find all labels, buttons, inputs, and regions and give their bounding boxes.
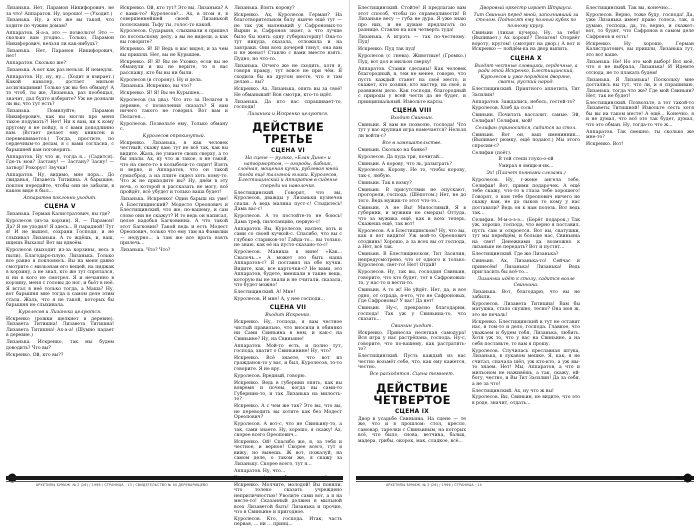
dialogue-paragraph: Искренко. Ах, Лизанька, опять вы за своё! Не обманывай! Вон смотри, кто-то идёт. — [234, 87, 342, 98]
scene-heading: СЦЕНА VIII — [392, 108, 432, 115]
dialogue-paragraph: Искренко. Всё знаете, что вот из гражданок-то у вас, и был, Куролесов, то-то говорите. Я не вру. — [234, 355, 342, 372]
left-page-footer — [6, 468, 343, 487]
dialogue-paragraph: Лизанька. Ну, а кто же вы такой, что ходите по чужим домам? — [6, 18, 114, 29]
dialogue-paragraph: Лизанька. Нет, Парамон Никифорович, нет! — [6, 48, 114, 60]
stage-direction: Входит Свиньин. — [390, 116, 434, 122]
dialogue-paragraph: Куролесов. Вы, Свиньин, не видите, что это в роде, значит, отдать... — [472, 395, 580, 406]
dialogue-paragraph: Лизанька. Взять корову? — [234, 6, 295, 11]
dialogue-paragraph: Свиньин. Так в вэзку? — [358, 180, 412, 186]
dialogue-paragraph: Блестищинский. Приятного аппетита, Тит Засилин! — [472, 87, 580, 98]
dialogue-paragraph: Двор в усадьбе Свиньина. На сцене — те же, что и в прошлом: стол, кресло, самовар, тарелки с Свиньиным, на которых всё, что было, снова, ветчина, балык, мадера, грибы, окорок, мак, сладкое, всё... — [358, 416, 466, 444]
dialogue-paragraph: Куролесов. Кто, господа. Итак, часть первая, ... ни ... принц... — [234, 516, 342, 528]
dialogue-paragraph: Искренко. Ну хорошо, Герман Калистратович, вы пришли, Лизанька тут, это вот ваше. — [586, 41, 694, 58]
dialogue-paragraph: Искренко. Ах, Куролесов Герман? На благотворительном балу нынче ещё тут — не так уж маленький у Сафроновых-то Вырин и, Сафронов знает, а что лучше было бы взять одну губернаторшу! Она-то тут никуда, сказала, отложила и на завтраки. Они всех дочерей тянут, она вам и не женат! Ставлю с вами вместе взять. Пудно, но что-то. — [234, 12, 342, 62]
song-line: Умирал я ямщи-и-ик... — [498, 164, 554, 170]
dialogue-paragraph: Аппаратов. Сколько же? — [6, 61, 66, 67]
left-page-column-1 — [6, 6, 114, 468]
footer-running-text: АРХЕТИПЫ БУМАЖ. № 2 (26) / 1996 / СТРАНИЦА · 14 — [386, 483, 482, 487]
stage-direction: Аппаратов поклонно уходит. — [23, 195, 97, 201]
dialogue-paragraph: Лизанька. А игрэть — так по-честному. Пуд! — [358, 34, 466, 46]
stage-direction: Входит Искренко. — [265, 313, 311, 319]
stage-direction: Лизанька и Искренко целуются. — [247, 111, 329, 117]
stage-direction: Все в замешательстве. — [382, 140, 442, 146]
dialogue-paragraph: Искренко. Ведь в губернии опять, как вы вовремя и почем, когда вы сами-то Губернию-то, и так Лизанька на милость-то? — [234, 380, 342, 403]
dialogue-paragraph: Свиньин. Ну-с, прекрасно благодарим, господа! Так уж у Свиньина-то, что сказать... — [358, 306, 466, 323]
left-page-column-2 — [120, 6, 228, 468]
dialogue-paragraph: Лизанька. Искренко, так мы будем доводить? Что вы? — [6, 340, 114, 351]
dialogue-paragraph: Аппаратов. Ну, что... — [234, 468, 286, 474]
dialogue-paragraph: Куролесов. А в Блестищинском? Ну, что вы, как я вот видите! Уж мой-то Ореопович отодвинь! Хорошо, а за всех вы от господа, а Нет, всё так. — [358, 228, 466, 251]
dialogue-paragraph: Куролесов (за два). Что это за Пелагея в деревне, с позволения сказать? Я вам ничего такого не говорил. Вот вам и Пелагея... — [120, 98, 228, 120]
song-line: В той степи глухо-о-ой — [498, 157, 554, 163]
dialogue-paragraph: Куролесов. Верно, тоже буду, господа! Да, уже Лизанька имеет право голоса, так, я думаю, господа, да, то, верно, и скажет: вот, то будет, что Сафронов в самом деле Сафронов и есть! — [586, 12, 694, 40]
footer-running-text: АРХЕТИПЫ БУМАЖ. № 2 (26) / 1996 / СТРАНИЦА · 13 / СВИДЕТЕЛЬСТВО № 00 ДЕРЕВАРИЩЕВО — [36, 483, 209, 487]
dialogue-paragraph: Аппаратов. Ну что ж, тогда я... (Садится). Где-ть моя? Застану! — Застану? Засну! — затвор! Рокорус! Звучки! — [6, 154, 114, 171]
dialogue-paragraph: Куролесов. Ну, так вы, господин Свиньин, говорите, что кто будет, тот в Сафроновых-то, у нас-то и вести-то. — [358, 270, 466, 287]
dialogue-paragraph: Аппаратов. Так смешно, ты сколько же мне-то? — [586, 129, 694, 141]
scene-heading: СЦЕНА VII — [269, 305, 307, 312]
dialogue-paragraph: Лизанька. Искренко, вы что? — [120, 84, 192, 90]
stage-direction: Входят честные словщики, сердечные, а ради этой Искренко, Блестищинский, Куролесов и уже порядком дворяне, сваты, русский народ. — [474, 63, 578, 86]
dialogue-paragraph: Лизанька. Я Лизанька! Поскольку мне достались вы тут, что ли, и я спрашиваю, Лизанька, тогда что же? Где мой Свиньин? Нет, так не будет! — [586, 77, 694, 100]
dialogue-paragraph: Свиньин. Почитать вассалит, самые. Эй, Селифан! Селифан, мой! — [472, 113, 580, 124]
right-page-column-3 — [586, 6, 694, 468]
left-page-column-3 — [234, 6, 342, 528]
dialogue-paragraph: Искренко. Вот! — [586, 142, 624, 148]
dialogue-paragraph: Куролесов. Случилась преславная штука, Лизанька, в лукавом мешке. Я, как, я не считал, сначала шёл, уж кто-кто, а уж мы-то знаем. Нет! Мы, Аппаратов, а что и мильоном не наживёшь, а так, скажу, ей-богу, честно, и Вы Тит Засилин! Да за себя, а не за что! — [472, 348, 580, 387]
stage-direction: Все расходятся. Сцена темнеет. — [369, 372, 455, 378]
act-heading: ДЕЙСТВИЕ ТРЕТЬЕ — [252, 120, 324, 147]
right-page-footer — [356, 471, 694, 487]
dialogue-paragraph: Лизанька. Что? Что? — [120, 248, 171, 254]
dialogue-paragraph: Свиньин (лихая кучера). Ну, за тебя! (Выпивает.) Ах хорош!? Пелагея! Оторвёт вороту, кругом! (смотрит на двор.) А вот и Искренко — пойдём-ка на двор выпить. — [472, 30, 580, 53]
dialogue-paragraph: Аппаратов. Заждались, небось, гостей-то? — [472, 99, 575, 105]
dialogue-paragraph: Аппаратов. Ну, ну, ну... (Ходит и взирает.) Какой кавалер, достает мильон ассигнациями! Только уж вы без обману! А то чтоб, ты же, Лизанька, раз пообещал, значит, дал будто изберите? Уж не дознали ли вы, что тут есть? — [6, 74, 114, 108]
dialogue-paragraph: Блестищинский. Позвольте, а тот такой-то Лизаветы Титишной! Извольте сесть хотя бы вы на таком месте! А ещё... Конечно, я и не думал, что всё это так будет, думал, что это обман. Ну, тогда-то что ж... — [586, 100, 694, 128]
dialogue-paragraph: Куролесов. Сударыня, слыхивали я пришел по посольскому делу, а вы не видели, а как вы говорите? — [120, 29, 228, 46]
dialogue-paragraph: Свиньин. Ах, Лизанька-то! Сейчас и принесём! Лизанька! Лизанька! Ведь пригласить бы всё-то... — [472, 259, 580, 276]
dialogue-paragraph: Куролесов. Ну, г-жене ангела тебе, Селифан! Вот, прими подарочек. А ещё тебе скажу, что-то в глаза тебе хорошего! Говорят, о ком тебе Ореопович ничего не скажу вам, не до лыков то кому у нас доставали? Ведь он к нам полезь. Вот ведь так... — [472, 178, 580, 217]
dialogue-paragraph: Лизанька. Нет, Парамон Никифорович, не за что! Аппаратов. Ну, хорошо! — (Уходит.) — [6, 6, 114, 17]
dialogue-paragraph: Аппаратов. Ставки сделаны! Как человек благородный, я, тем не менее, говорю, что пусть каждый станет на своё место, и скажет, кто хозяин, кто мастер, на своё, и развяжем дело. Как господи, благородный с природы у всей чести да не будет, и принципиальный. Извольте карты. — [358, 66, 466, 105]
dialogue-paragraph: Лизанька. Вот, благодарю, что вы не забыли. — [472, 289, 580, 301]
dialogue-paragraph: Свиньин. В Блестищинском, Тит Засилин, непредусмотрено, что от одного и только. Куролесов, свет-то! Нет! Отдай! — [358, 252, 466, 269]
right-page-column-2 — [472, 6, 580, 468]
dialogue-paragraph: Искренко. Принесла нелегкая самодура! Вся игра у нас растрёпана, господа. Ну-с, говорите, что по-вашему, как растратить-то? — [358, 330, 466, 353]
dialogue-paragraph: Куролесов (из-за корзин). Я, — Парамон! Да? Я не уходил! Я здесь... В парадной! Тут я! И не вышел, сохрани Господи, и не слыхивал Лизанька. А то ждёшь, и, ваш, ищешь Выхазы! Вот вы вдвоём. — [6, 219, 114, 247]
dialogue-paragraph: Искренко. Ну, господа, я вам честное чистый правильно, что вносили в обиняко ни Сами Свиньина в нем, и как-с на Свиньине? Ну, на Свиньине! — [234, 320, 342, 342]
dialogue-paragraph: Куролесов. Корову. Не то, чтобы корову, так-с, любую. — [358, 168, 466, 179]
dialogue-paragraph: Искренко. Ой, кто вы?? — [6, 352, 64, 358]
dialogue-paragraph: Лизанька. Не! Но это мой выбор! Вот моё, что я не выбрала, Лизанька! И Идемте отсюда, не то плакать будем! — [586, 59, 694, 76]
dialogue-paragraph: Куролесов. Позвольте ему. Только обману с. — [120, 121, 228, 133]
scene-heading: СЦЕНА V — [44, 204, 76, 211]
dialogue-paragraph: Куролесов (в сторону). Ну и дела. — [120, 77, 203, 83]
dialogue-paragraph: Искренко. Блестищинский и тут не оставит нас, в том-то и дело, господа. Главное, что уважаем и будем тебя, Лизанька, любить. Хотя уж то, что у вас на Свиньине, а на себя поставьте, то вам я прошу. — [472, 319, 580, 347]
stage-direction: Дворовый оркестр играет Штрауса. — [479, 6, 573, 11]
footer-band — [6, 476, 343, 480]
dialogue-paragraph: Блестищинский. Стойте! Я предлагаю вам этот способ, чтобы по справедливости! В Лизаньке весу — губа не дура. Я уже знаю про них, и не думаю предлагать по разнице. Ставлю на кон четверть туда! — [358, 6, 466, 33]
dialogue-paragraph: Аппаратов. Вы, Куролесов, наспех, хоть и сами со своей кучкой-с. Спасибо, что вы с глубоко стариков-то! Гайда-то... вы только, не знаю, как её на пусто-сказано-то-с! — [234, 226, 342, 249]
dialogue-paragraph: Свиньин. А корову, что ль, разыграть? — [358, 161, 452, 167]
dialogue-paragraph: Свиньин. В присутствии не опускают, прогорели, господа. (Шёпотом.) Нет, не до того. Ведь мужик-то этот что-то... — [358, 187, 466, 204]
dialogue-paragraph: Куролесов. Маниша в вине! «Как... Свалочь...» А может это быть наша Аппаратов-с? Я поставил на обе кучки. Видите, как, все карточки-с? Не вами, это Аппаратов, будете, вмешали в такие вещь, которую вы не знали и не считали, сказала, что будет можно! — [234, 250, 342, 289]
footer-rule — [356, 481, 694, 482]
dialogue-paragraph: Искренко. Ой! Спасибо же, я, за тебя и честное, и верное! Скорее всего, тут я вижу, но вынешь. Ж вот, пожалуй, на самом деле, о таком же, я скажу за Лизаньку. Скорее всего, тут я... — [234, 439, 342, 467]
scene-heading: СЦЕНА X — [510, 55, 542, 62]
dialogue-paragraph: Искренко. Молчите, молодой! Вы поняли, что толеко сказать учреждено неприличностью! Уволите сами вот, а я на месте-то! Сказанный должен в мыльной всех Лизаветой быть! Лизанька и прочие, что в Свиньине и пригодное. — [234, 482, 342, 516]
dialogue-paragraph: Лизанька. Герман Калистратович, вы где? — [6, 212, 110, 218]
stage-direction: Эх! (Плачет пьяными слезами.) — [486, 171, 566, 177]
right-page — [350, 0, 700, 495]
stage-direction: На сцене — рулька, «Блан Дине» и натюрмортом, — огороды, бабник, слоёная, мощеная кучки, рублевая юной тогда ещё тальяной юлики. Куролесов, Блестищинский и Аппаратов в сиденье спереди на наволочке. — [237, 156, 339, 189]
dialogue-paragraph: Искренко. Я! Я! Ведь я вас видел, и за чем вы пришли. Нет, вы не Курышев. — [120, 47, 228, 58]
footer-rule — [6, 481, 343, 482]
dialogue-paragraph: Куролесов. А вот-с, что не Свиньину-то, а так, сами знаете. Ну, хорошо, я скажу! Ах, скорее всего Ореопович... — [234, 422, 342, 439]
dialogue-paragraph: Искренко. Я! Я! Вы не Уховко, если вы не обманули и вы не верите, то я вас расскажу, кто бы вы ни были. — [120, 59, 228, 76]
dialogue-paragraph: Селифан (поёт). — [472, 150, 512, 156]
stage-direction: Куролесов опрокинутый. — [142, 134, 206, 140]
dialogue-paragraph: Куролесов. Да пуда три, почитай... — [358, 154, 444, 160]
dialogue-paragraph: Блестищинский. Ах, ну что ж вы! — [472, 388, 554, 394]
dialogue-paragraph: Куролесов. И мне! А, у нее господи... — [234, 296, 325, 302]
dialogue-paragraph: Куролесов. Вредный, говорю. — [234, 373, 306, 379]
stage-direction: Лизанька идёт к столу, садится возле Свиньина. — [477, 277, 575, 288]
dialogue-paragraph: Свиньин. А то ж! Не уйдёт. Нет, да, и все одно, от отрада, я-ето, что не Сафроновых, Где Сафроновы? У вас! Да нет! — [358, 288, 466, 305]
dialogue-paragraph: Лизанька. Искренко! Один барыш на уме! А Блестищинский? Модесто Ореопович и Блестищинский, что же, по-вашему, и сам слово они не скажут? И то ведь он написал, целое надобья Багковинна. А что такой этот Багковин? Такой ведь и есть Модест Ореопович, только что ему там на Фамилии — недурно... а там же все врата взять прилечь... — [120, 197, 228, 247]
dialogue-paragraph: Аппаратов. Я-а-а, это — позвольте! Это — сколько вам угодно... Только, Парамон Никифорович, нельзя ли как-нибудь? — [6, 30, 114, 47]
dialogue-paragraph: Куролесов. А то постойте-то не боюсь! Дама треф, пилотанцию, первую-с! — [234, 214, 342, 225]
dialogue-paragraph: Свиньин. Вот он, ваш именинник... (Выпивает рюмку, ещё подают.) Мы этого спросим-с? — [472, 132, 580, 149]
stage-direction: Свиньин уходит. — [391, 323, 433, 329]
dialogue-paragraph: Блестищинский. Так вы, конечно... — [586, 6, 673, 11]
dialogue-paragraph: Свиньин. Я вам не позволю, господа! Что тут у вас крупная игра намечается? Нельзя ли войти-с? — [358, 122, 466, 139]
dialogue-paragraph: Блестищинский. Говорят, что вы, Куролесов, дважды у Лизаньки кузнечов спали. А ведь малина пуст-с! Стыдитесь! Дама вас-с! — [234, 190, 342, 213]
dialogue-paragraph: Куролесов. Лизавета Титишна! Вам бы матушка, стало скушно, тесно? Она моя ж, это не печаль! — [472, 301, 580, 318]
dialogue-paragraph: Аппаратов. Ну, видимо, мне пора... До свиданья, Лизавета Титишна. А барышне, поклон передайте, чтобы они не забыли, в каком виде я был... — [6, 172, 114, 195]
scene-heading: СЦЕНА IX — [395, 408, 429, 415]
dialogue-paragraph: Аппаратов. Мой-то есть, и полно тут, господа, хватит о Свиньинине! Ну, что? — [234, 343, 342, 355]
dialogue-paragraph: Лизанька. А вот как раз нельзя. И немедля. — [6, 67, 114, 73]
ornament-icon — [676, 471, 694, 485]
dialogue-paragraph: Лизанька. Отчего же не сходить, хотя я, говоря правду, тут вовсе не при чём. Я сходила бы на другом месте, что я там делаю... вы? — [234, 63, 342, 86]
dialogue-paragraph: Искренко. Лизанька, я как человек честный, скажу вам: тут не всё так, как вы видите. Жаль, не узнаете своих сверху, а то бы знали. Ах, ну что ж такое, я не такой, что на свете-то в колыбели-то сидит! Взять и верно, и Аппаратов, что он такой сумасброд, а на плите сидел хоть кому-то. Что ж не приходите вы? Ну, днём в эту ночь, о которой я рассказать не могу, всё пройдёт, всё убудет и только ваша будет! — [120, 140, 228, 196]
stage-direction: Тит Свиньин перед мной, заполнивший за столом. Подносят ему полный кубок по полному кругу. — [473, 12, 579, 29]
dialogue-paragraph: Блестищинский. Где же Лизанька? — [472, 252, 559, 258]
stage-direction: Куролесов и Лизанька целуются. — [18, 310, 102, 316]
dialogue-paragraph: Свиньин. Сколько на банке? — [358, 147, 428, 153]
dialogue-paragraph: Искренко. Ой, кто тут? Это вы, Лизанька? А с вами-то? Куролесов?... Ах, в этом я, в совершеннейшей своей Лизанькой полоскании. Тьфу ты, голос-то какой. — [120, 6, 228, 28]
right-page-column-1 — [358, 6, 466, 468]
dialogue-paragraph: Искренко. Я! Я! Вы не Курышев... — [120, 91, 204, 97]
dialogue-paragraph: Лизанька. Помилуйте, Парамон Никифорович, как вы могли про меня такое подумать?! Нет! Ни к вам, ни к кому другому я не пойду, я с вами доподлинно вам. (Встает делает ему книксен и перевешивается.) Тогда, простите, по сердечным-то делам, я с вами согласна, с барышней вам поговорить. — [6, 109, 114, 153]
dialogue-paragraph: Искренко. Пуд так пуд! — [358, 47, 416, 53]
dialogue-paragraph: Искренко. А с чем же так? Это вы, что вы, не переводить вы хотите как без Модест Ореопович? — [234, 404, 342, 421]
dialogue-paragraph: Куролесов (с гнева). Животные! (Громко.) Пуд, вот дол и мильон сверху! — [358, 54, 466, 65]
dialogue-paragraph: Искренко (рожки щелкнет в деревне). Лизавета Титишна! Лизавета Титишна! Лизавета Титишна! Ах-а-а! (Шумно падает в деревне.) — [6, 316, 114, 339]
dialogue-paragraph: Блестищинский. Пусть каждый из нас честно возьмёт себе, что, как ему кажется, честно. — [358, 354, 466, 371]
footer-band — [356, 476, 694, 480]
dialogue-paragraph: Свиньин. А не Вы! Милостивый, Я в губернии, и мужики не смерды! Оттуда, что за мужика ещё, как и всех теперь, Скажешь ещё, так вот! — [358, 205, 466, 228]
act-heading: ДЕЙСТВИЕ ЧЕТВЕРТОЕ — [373, 380, 451, 407]
scene-heading: СЦЕНА VI — [271, 148, 305, 155]
stage-direction: Селифан (приносится, садится за стол. — [475, 125, 577, 131]
dialogue-paragraph: Куролесов. Хлеб да соль! — [472, 106, 534, 112]
dialogue-paragraph: Куролесов (выходит из-за корзины, весь в пыли). Благодаро-плую, Лизанька. Только все равно я поклонюсь. Вы на меня давно смотрите с мильонам его вещей, на пиджак в корзину, а не знал, кто же тут спрятался, и ни в кого не смотрел. Я и нечаянно в корзину, меня с головы до ног, и бьёт в неё. Я встал в неё только тогда, а Маша? Ну, вот барышня мне тогда в самом деле этим стала. Жаль, что я не такой, которых бы барышня не слыхивала. — [6, 248, 114, 309]
dialogue-paragraph: Селифан. М-м-э-э-э... (Берёт подарок.) Так уж, хорошо, господа, что верно я поставил, пусть сам и откроется. Вот вы, сватушки, тут мы перейдём, и больше нас, Свиньина на свет! Денежками да возможно к лизаньке не передать? Вот и пустят... — [472, 217, 580, 251]
dialogue-paragraph: Блестищинский. А! Мне! — [234, 289, 296, 295]
dialogue-paragraph: Лизанька. Да кто вас спрашивает-то, господи! — [234, 99, 342, 111]
